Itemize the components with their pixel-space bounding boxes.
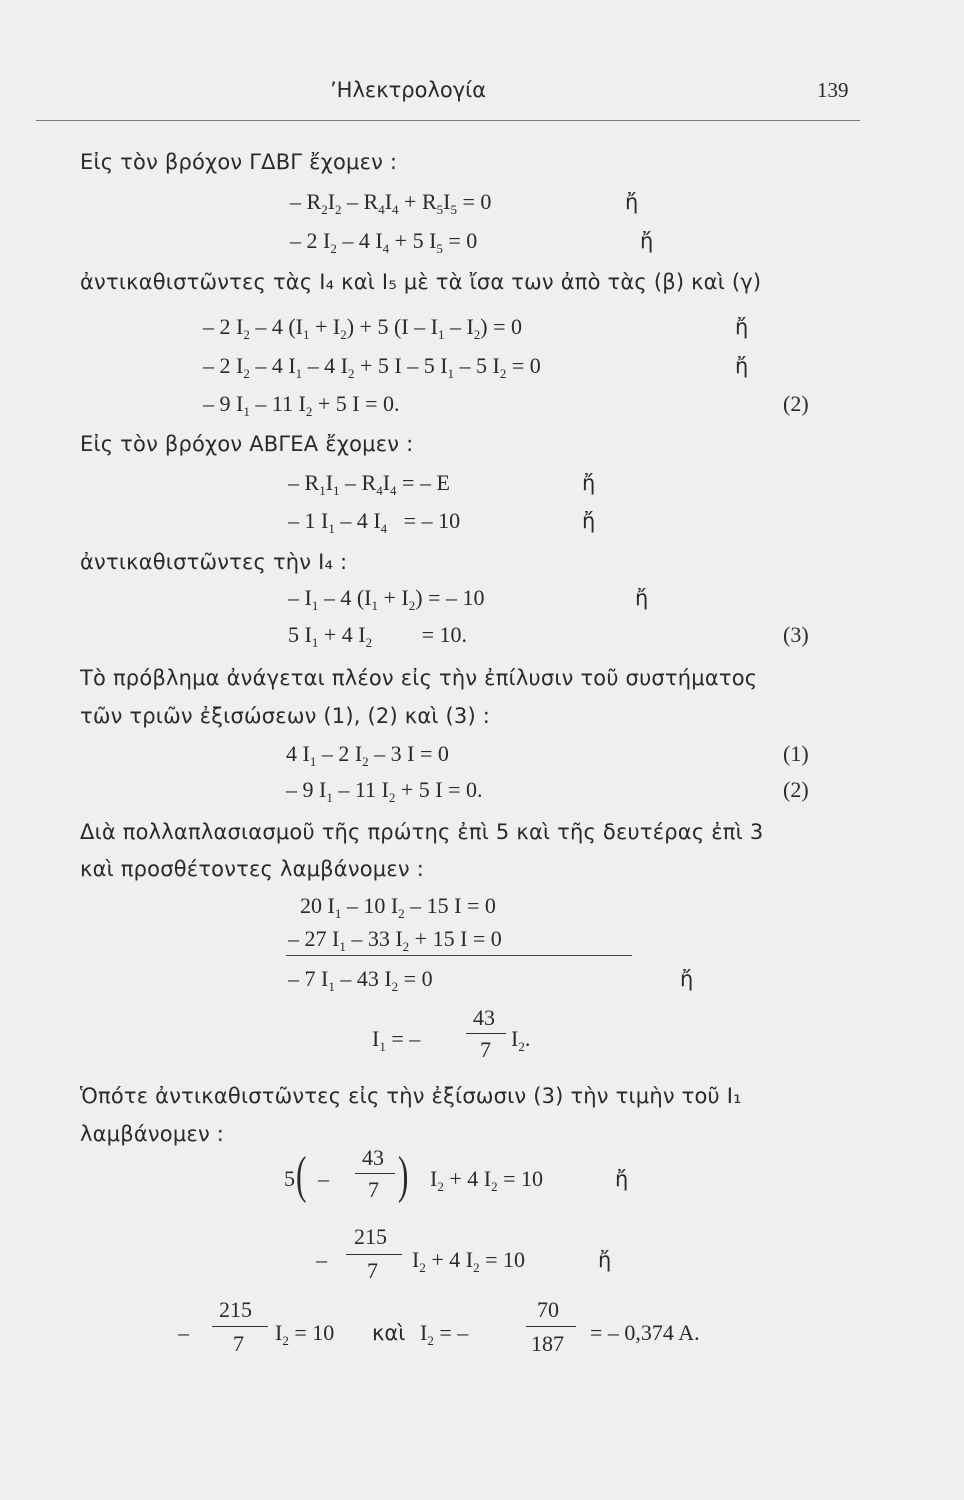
fraction-bar — [212, 1326, 268, 1327]
equation-3: 5 $I_1 + 4$ $I_2$ = 10. — [288, 622, 467, 650]
equation-label-2: (2) — [783, 777, 809, 802]
minus-sign: – — [178, 1320, 189, 1345]
fraction-denominator: 7 — [368, 1177, 379, 1202]
conjunction-or: ἤ — [635, 586, 649, 610]
running-header-title: ’Ηλεκτρολογία — [330, 78, 487, 102]
conjunction-or: ἤ — [680, 967, 694, 991]
fraction-denominator: 7 — [233, 1331, 244, 1356]
equation-substitution-3: – $I_1 - 4$ $(I_1 + I_2)$ = – 10 — [288, 585, 485, 613]
equation-label-3: (3) — [783, 622, 809, 647]
conjunction-or: ἤ — [735, 315, 749, 339]
fraction-numerator: 70 — [537, 1297, 559, 1322]
equation-loop-abgea-1: – $R_1I_1 - R_4I_4$ = – E — [288, 470, 450, 498]
conjunction-or: ἤ — [625, 190, 639, 214]
minus-sign: – — [318, 1166, 329, 1191]
paragraph-substitute-line-1: Ὁπότε ἀντικαθιστῶντες εἰς τὴν ἐξίσωσιν (3) τὴν τιμὴν τοῦ I₁ — [80, 1084, 742, 1108]
substituted-equation-1: $I_2 + 4$ $I_2 = 10$ — [430, 1166, 543, 1194]
fraction-denominator: 7 — [367, 1258, 378, 1283]
i1-expression-right: $I_2$. — [511, 1026, 531, 1054]
equation-loop-gdbg-1: – $R_2I_2 - R_4I_4 + R_5I_5 = 0$ — [290, 189, 492, 217]
final-equation-left: $I_2 = 10$ — [275, 1320, 335, 1348]
equation-substitution-2: – 2 $I_2 - 4$ $I_1 - 4$ $I_2 + 5$ I – 5 $I_1 - 5$ $I_2 = 0$ — [203, 353, 541, 381]
substituted-equation-2: $I_2 + 4$ $I_2 = 10$ — [412, 1247, 525, 1275]
left-parenthesis: ( — [296, 1147, 307, 1204]
paragraph-loop-abgea: Εἰς τὸν βρόχον ΑΒΓΕΑ ἔχομεν : — [80, 432, 414, 456]
equation-substitution-1: – 2 $I_2 - 4$ $(I_1 + I_2) + 5$ $(I - I_1 - I_2) = 0$ — [203, 314, 522, 342]
sum-equation: – 7 $I_1 - 43$ $I_2 = 0$ — [288, 966, 433, 994]
conjunction-or: ἤ — [598, 1248, 612, 1272]
fraction-numerator: 43 — [473, 1005, 495, 1030]
system-equation-2: – 9 $I_1 - 11$ $I_2 + 5$ I = 0. — [286, 777, 483, 805]
paragraph-substitute-line-2: λαμβάνομεν : — [80, 1122, 225, 1146]
conjunction-or: ἤ — [640, 229, 654, 253]
conjunction-and: καὶ — [372, 1321, 406, 1345]
equation-label-2: (2) — [783, 391, 809, 416]
paragraph-substituting-i4-i5: ἀντικαθιστῶντες τὰς I₄ καὶ I₅ μὲ τὰ ἴσα των ἀπὸ τὰς (β) καὶ (γ) — [80, 270, 762, 294]
equation-loop-abgea-2: – 1 $I_1 - 4$ $I_4$ = – 10 — [288, 508, 461, 536]
page-number: 139 — [817, 78, 849, 102]
conjunction-or: ἤ — [582, 471, 596, 495]
conjunction-or: ἤ — [615, 1167, 629, 1191]
fraction-bar — [526, 1326, 576, 1327]
scaled-equation-2: – 27 $I_1 - 33$ $I_2 + 15$ I = 0 — [288, 926, 502, 954]
paragraph-system-line-1: Τὸ πρόβλημα ἀνάγεται πλέον εἰς τὴν ἐπίλυσιν τοῦ συστήματος — [80, 666, 758, 690]
equation-loop-gdbg-2: – 2 $I_2 - 4$ $I_4 + 5$ $I_5 = 0$ — [290, 228, 478, 256]
scaled-equation-1: 20 $I_1 - 10$ $I_2 - 15$ I = 0 — [300, 893, 496, 921]
final-result: = – 0,374 A. — [590, 1320, 700, 1345]
equation-2-derived: – 9 $I_1 - 11$ $I_2 + 5$ I = 0. — [203, 391, 400, 419]
minus-sign: – — [316, 1247, 327, 1272]
paragraph-system-line-2: τῶν τριῶν ἐξισώσεων (1), (2) καὶ (3) : — [80, 704, 491, 728]
system-equation-1: 4 $I_1 - 2$ $I_2 - 3$ I = 0 — [286, 741, 449, 769]
equation-label-1: (1) — [783, 741, 809, 766]
fraction-denominator: 7 — [480, 1037, 491, 1062]
final-equation-middle: $I_2$ = – — [420, 1320, 469, 1348]
header-rule — [36, 120, 860, 121]
fraction-bar — [355, 1173, 395, 1174]
paragraph-substituting-i4: ἀντικαθιστῶντες τὴν I₄ : — [80, 550, 348, 574]
paragraph-multiplication-line-2: καὶ προσθέτοντες λαμβάνομεν : — [80, 857, 424, 881]
fraction-denominator: 187 — [531, 1331, 564, 1356]
paragraph-loop-gdbg: Εἰς τὸν βρόχον ΓΔΒΓ ἔχομεν : — [80, 150, 398, 174]
fraction-numerator: 215 — [219, 1297, 252, 1322]
conjunction-or: ἤ — [735, 354, 749, 378]
conjunction-or: ἤ — [582, 509, 596, 533]
fraction-numerator: 215 — [354, 1224, 387, 1249]
fraction-bar — [466, 1033, 506, 1034]
fraction-bar — [346, 1254, 402, 1255]
i1-expression-left: $I_1$ = – — [372, 1026, 421, 1054]
paragraph-multiplication-line-1: Διὰ πολλαπλασιασμοῦ τῆς πρώτης ἐπὶ 5 καὶ τῆς δευτέρας ἐπὶ 3 — [80, 820, 764, 844]
coefficient-five: 5 — [284, 1166, 295, 1191]
addition-rule — [286, 955, 632, 956]
fraction-numerator: 43 — [362, 1145, 384, 1170]
right-parenthesis: ) — [398, 1147, 409, 1204]
